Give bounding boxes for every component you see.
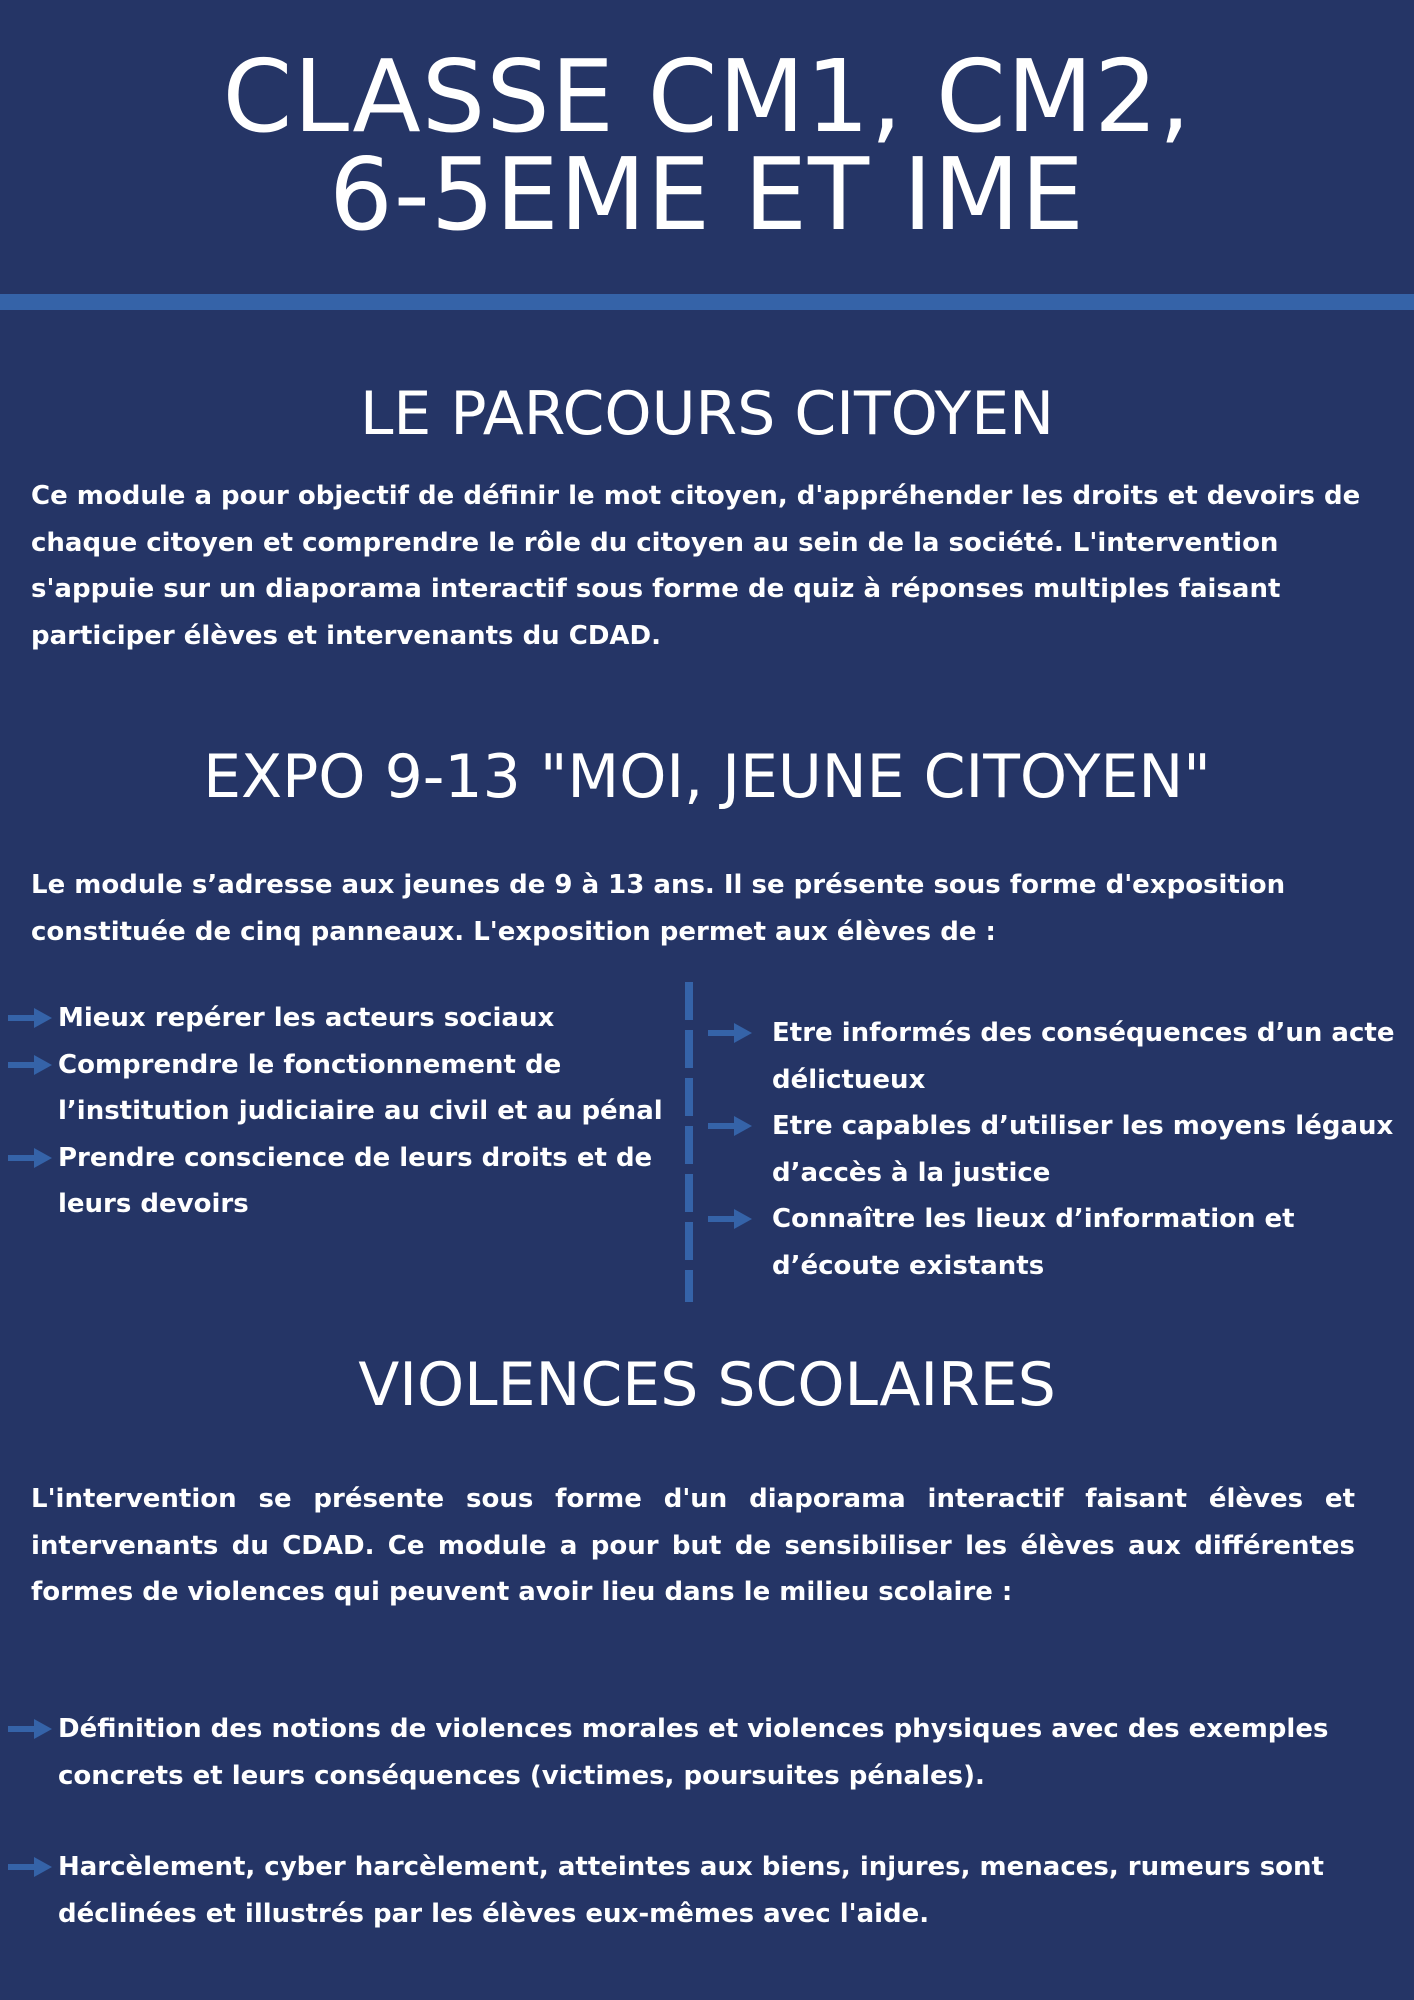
- parcours-description: Ce module a pour objectif de définir le mot citoyen, d'appréhender les droits et devoirs de chaque citoyen et comprendre le rôle du citoyen au sein de la société. L'intervention s'appuie sur un diaporama interactif sous forme de quiz à réponses multiples faisant participer élèves et intervenants du CDAD.: [31, 481, 1361, 651]
- list-item-text: Harcèlement, cyber harcèlement, atteintes aux biens, injures, menaces, rumeurs sont déclinées et illustrés par les élèves eux-mêmes avec l'aide.: [58, 1852, 1324, 1929]
- arrow-right-icon: [8, 1146, 54, 1170]
- page-title-line-1: CLASSE CM1, CM2,: [222, 38, 1192, 155]
- violences-list: [8, 1706, 1398, 1937]
- list-item-text: Prendre conscience de leurs droits et de leurs devoirs: [58, 1142, 653, 1219]
- list-item-text: Mieux repérer les acteurs sociaux: [58, 1003, 555, 1033]
- expo-right-list: [708, 1010, 1408, 1289]
- list-item: [8, 1042, 680, 1135]
- list-item: [8, 995, 680, 1042]
- list-item-text: Etre capables d’utiliser les moyens légaux d’accès à la justice: [772, 1111, 1394, 1188]
- section-title-violences: VIOLENCES SCOLAIRES: [358, 1350, 1056, 1420]
- header-divider: [0, 294, 1414, 310]
- arrow-right-icon: [8, 1855, 54, 1879]
- section-title-expo: EXPO 9-13 "MOI, JEUNE CITOYEN": [203, 742, 1211, 812]
- list-item-text: Définition des notions de violences morales et violences physiques avec des exemples concrets et leurs conséquences (victimes, poursuites pénales).: [58, 1714, 1329, 1791]
- arrow-right-icon: [8, 1006, 54, 1030]
- arrow-right-icon: [708, 1021, 754, 1045]
- list-item-text: Etre informés des conséquences d’un acte délictueux: [772, 1018, 1395, 1095]
- arrow-right-icon: [708, 1114, 754, 1138]
- page-title-line-2: 6-5EME ET IME: [329, 136, 1085, 253]
- arrow-right-icon: [8, 1053, 54, 1077]
- expo-intro: Le module s’adresse aux jeunes de 9 à 13 ans. Il se présente sous forme d'exposition constituée de cinq panneaux. L'exposition permet aux élèves de :: [31, 870, 1286, 947]
- list-item: [708, 1103, 1408, 1196]
- arrow-right-icon: [8, 1717, 54, 1741]
- list-item-text: Connaître les lieux d’information et d’écoute existants: [772, 1204, 1295, 1281]
- list-item: [8, 1844, 1398, 1937]
- list-item: [8, 1706, 1398, 1799]
- violences-intro: L'intervention se présente sous forme d'un diaporama interactif faisant élèves et intervenants du CDAD. Ce module a pour but de sensibiliser les élèves aux différentes formes de violences qui peuvent avoir lieu dans le milieu scolaire :: [31, 1484, 1355, 1607]
- expo-left-list: [8, 995, 680, 1228]
- list-item: [708, 1010, 1408, 1103]
- list-item: [708, 1196, 1408, 1289]
- column-divider: [685, 982, 693, 1302]
- list-item-text: Comprendre le fonctionnement de l’institution judiciaire au civil et au pénal: [58, 1049, 663, 1126]
- section-title-parcours: LE PARCOURS CITOYEN: [359, 379, 1054, 449]
- arrow-right-icon: [708, 1207, 754, 1231]
- page-title: [0, 38, 1414, 253]
- list-item: [8, 1135, 680, 1228]
